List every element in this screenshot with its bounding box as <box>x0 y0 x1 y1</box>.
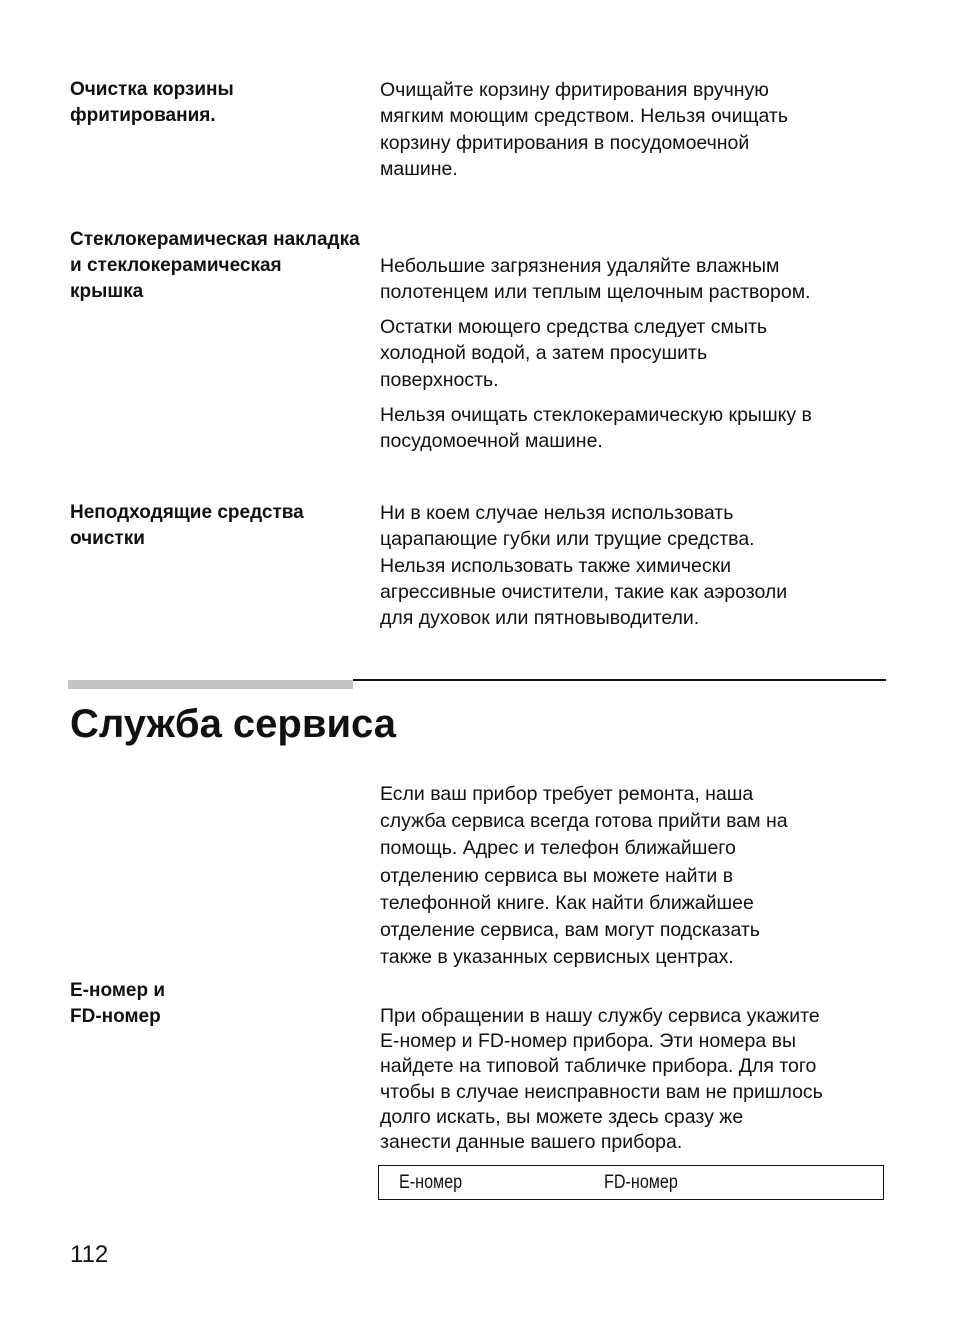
section-rule-accent <box>68 680 353 689</box>
page-number: 112 <box>70 1241 109 1268</box>
service-heading: Служба сервиса <box>70 702 397 746</box>
glass-ceramic-text-3: Нельзя очищать стеклокерамическую крышку в посудомоечной машине. <box>380 404 812 453</box>
e-number-field-label: E-номер <box>399 1172 463 1193</box>
numbers-text: При обращении в нашу службу сервиса укажите E-номер и FD-номер прибора. Эти номера вы найдете на типовой табличке прибора. Для того чтобы в случае неисправности вам не пришлось долго искать, вы можете здесь сразу же занести данные вашего прибора. <box>380 1005 823 1154</box>
unsuitable-cleaners-label: Неподходящие средства очистки <box>70 502 304 549</box>
numbers-label: E-номер и FD-номер <box>70 980 166 1027</box>
unsuitable-cleaners-text: Ни в коем случае нельзя использовать царапающие губки или трущие средства. Нельзя использовать также химически агрессивные очистители, такие как аэрозоли для духовок или пятновыводители. <box>380 502 788 630</box>
section-rule <box>353 679 886 681</box>
fd-number-field-label: FD-номер <box>604 1172 678 1193</box>
glass-ceramic-label: Стеклокерамическая накладка и стеклокерамическая крышка <box>70 229 360 302</box>
service-intro-text: Если ваш прибор требует ремонта, наша служба сервиса всегда готова прийти вам на помощь. Адрес и телефон ближайшего отделению сервиса вы можете найти в телефонной книге. Как найти ближайшее отделение сервиса, вам могут подсказать также в указанных сервисных центрах. <box>380 783 788 969</box>
glass-ceramic-text-1: Небольшие загрязнения удаляйте влажным полотенцем или теплым щелочным раствором. <box>380 255 811 304</box>
glass-ceramic-text-2: Остатки моющего средства следует смыть холодной водой, а затем просушить поверхность. <box>380 316 768 391</box>
basket-cleaning-text: Очищайте корзину фритирования вручную мягким моющим средством. Нельзя очищать корзину фритирования в посудомоечной машине. <box>380 79 789 180</box>
basket-cleaning-label: Очистка корзины фритирования. <box>70 79 234 126</box>
appliance-numbers-box[interactable] <box>378 1165 884 1200</box>
